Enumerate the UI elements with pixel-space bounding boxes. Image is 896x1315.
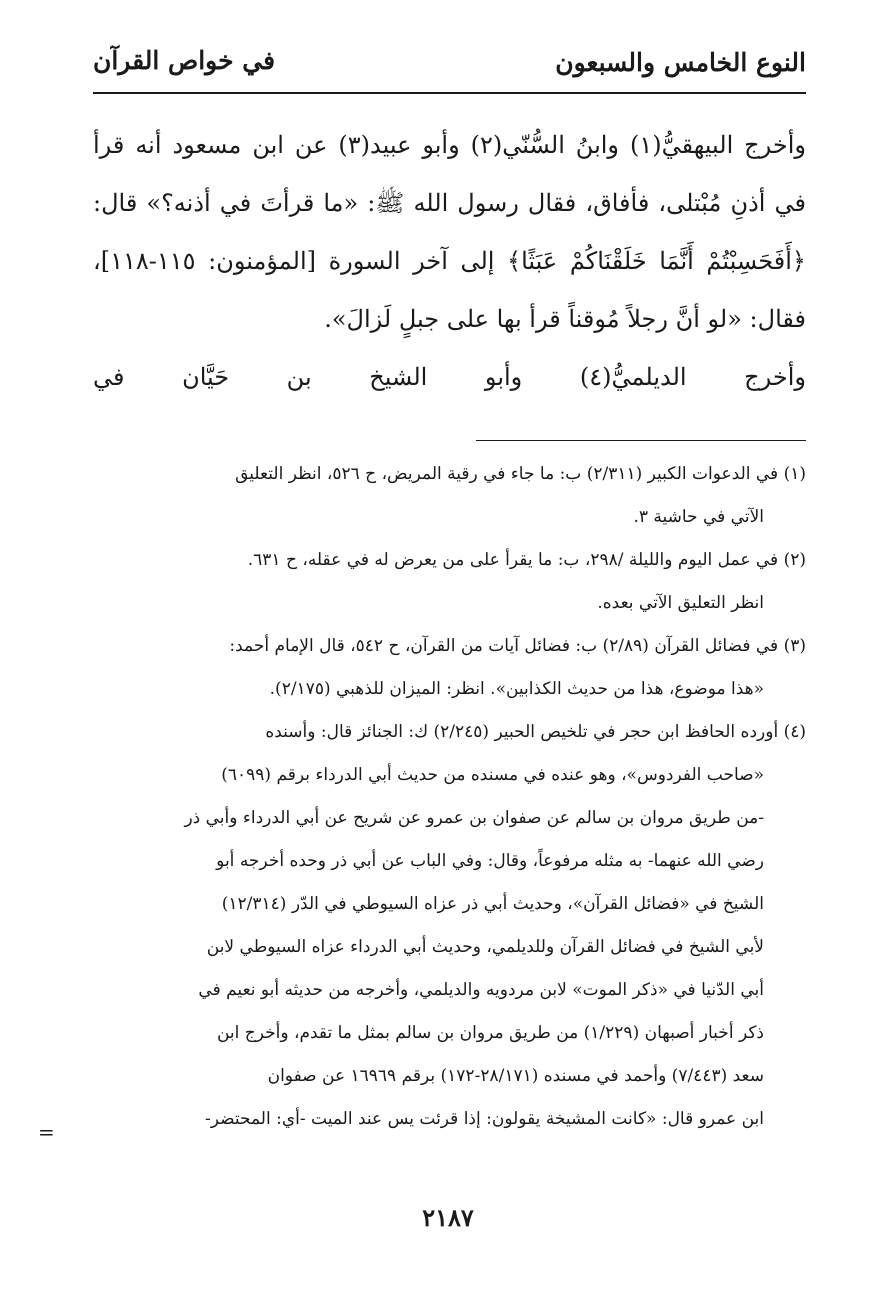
main-text: [93, 116, 806, 406]
footnote-line: رضي الله عنهما- به مثله مرفوعاً، وقال: وفي الباب عن أبي ذر وحده أخرجه أبو: [216, 851, 764, 871]
footnote-line: (٣) في فضائل القرآن (٢/٨٩) ب: فضائل آيات من القرآن، ح ٥٤٢، قال الإمام أحمد:: [229, 636, 806, 656]
footnote-line: (٤) أورده الحافظ ابن حجر في تلخيص الحبير (٢/٢٤٥) ك: الجنائز قال: وأسنده: [265, 722, 806, 742]
footnote-line: انظر التعليق الآتي بعده.: [597, 593, 764, 613]
section-title: في خواص القرآن: [93, 46, 276, 75]
footnote-line: ابن عمرو قال: «كانت المشيخة يقولون: إذا قرئت يس عند الميت -أي: المحتضر-: [205, 1109, 764, 1129]
chapter-title: النوع الخامس والسبعون: [555, 48, 806, 77]
continuation-mark: =: [38, 1120, 55, 1144]
footnote-line: ذكر أخبار أصبهان (١/٢٢٩) من طريق مروان بن سالم بمثل ما تقدم، وأخرج ابن: [216, 1023, 764, 1043]
footnote-line: (١) في الدعوات الكبير (٢/٣١١) ب: ما جاء في رقية المريض، ح ٥٢٦، انظر التعليق: [235, 464, 806, 484]
footnote-line: «هذا موضوع، هذا من حديث الكذابين». انظر: الميزان للذهبي (٢/١٧٥).: [269, 679, 764, 699]
header-divider: [93, 92, 806, 94]
footnote-line: (٢) في عمل اليوم والليلة /٢٩٨، ب: ما يقرأ على من يعرض له في عقله، ح ٦٣١.: [247, 550, 806, 570]
footnote-line: لأبي الشيخ في فضائل القرآن وللديلمي، وحديث أبي الدرداء عزاه السيوطي لابن: [206, 937, 764, 957]
text-line: وأخرج الديلميُّ(٤) وأبو الشيخ بن حَيَّان في: [93, 363, 806, 391]
footnote-divider: [476, 440, 806, 441]
footnote-line: «صاحب الفردوس»، وهو عنده في مسنده من حديث أبي الدرداء برقم (٦٠٩٩): [221, 765, 764, 785]
footnote-line: الشيخ في «فضائل القرآن»، وحديث أبي ذر عزاه السيوطي في الدّر (١٢/٣١٤): [221, 894, 764, 914]
text-line: وأخرج البيهقيُّ(١) وابنُ السُّنّي(٢) وأبو عبيد(٣) عن ابن مسعود أنه قرأ: [93, 131, 806, 159]
footnote-line: -من طريق مروان بن سالم عن صفوان بن عمرو عن شريح عن أبي الدرداء وأبي ذر: [184, 808, 764, 828]
footnote-line: سعد (٧/٤٤٣) وأحمد في مسنده (٢٨/١٧١-١٧٢) برقم ١٦٩٦٩ عن صفوان: [267, 1066, 764, 1086]
text-line: في أذنِ مُبْتلى، فأفاق، فقال رسول الله ﷺ: «ما قرأتَ في أذنه؟» قال:: [93, 189, 806, 217]
text-line: ﴿أَفَحَسِبْتُمْ أَنَّمَا خَلَقْنَاكُمْ عَبَثًا﴾ إلى آخر السورة [المؤمنون: ١١٥-١١٨]،: [93, 247, 806, 275]
footnote-line: الآتي في حاشية ٣.: [633, 507, 764, 527]
page-number: ٢١٨٧: [422, 1203, 474, 1232]
running-header: [93, 42, 806, 92]
text-line: فقال: «لو أنَّ رجلاً مُوقناً قرأ بها على جبلٍ لَزالَ».: [324, 305, 806, 333]
footnote-line: أبي الدّنيا في «ذكر الموت» لابن مردويه والديلمي، وأخرجه من حديثه أبو نعيم في: [198, 980, 764, 1000]
footnotes: [93, 453, 806, 1141]
